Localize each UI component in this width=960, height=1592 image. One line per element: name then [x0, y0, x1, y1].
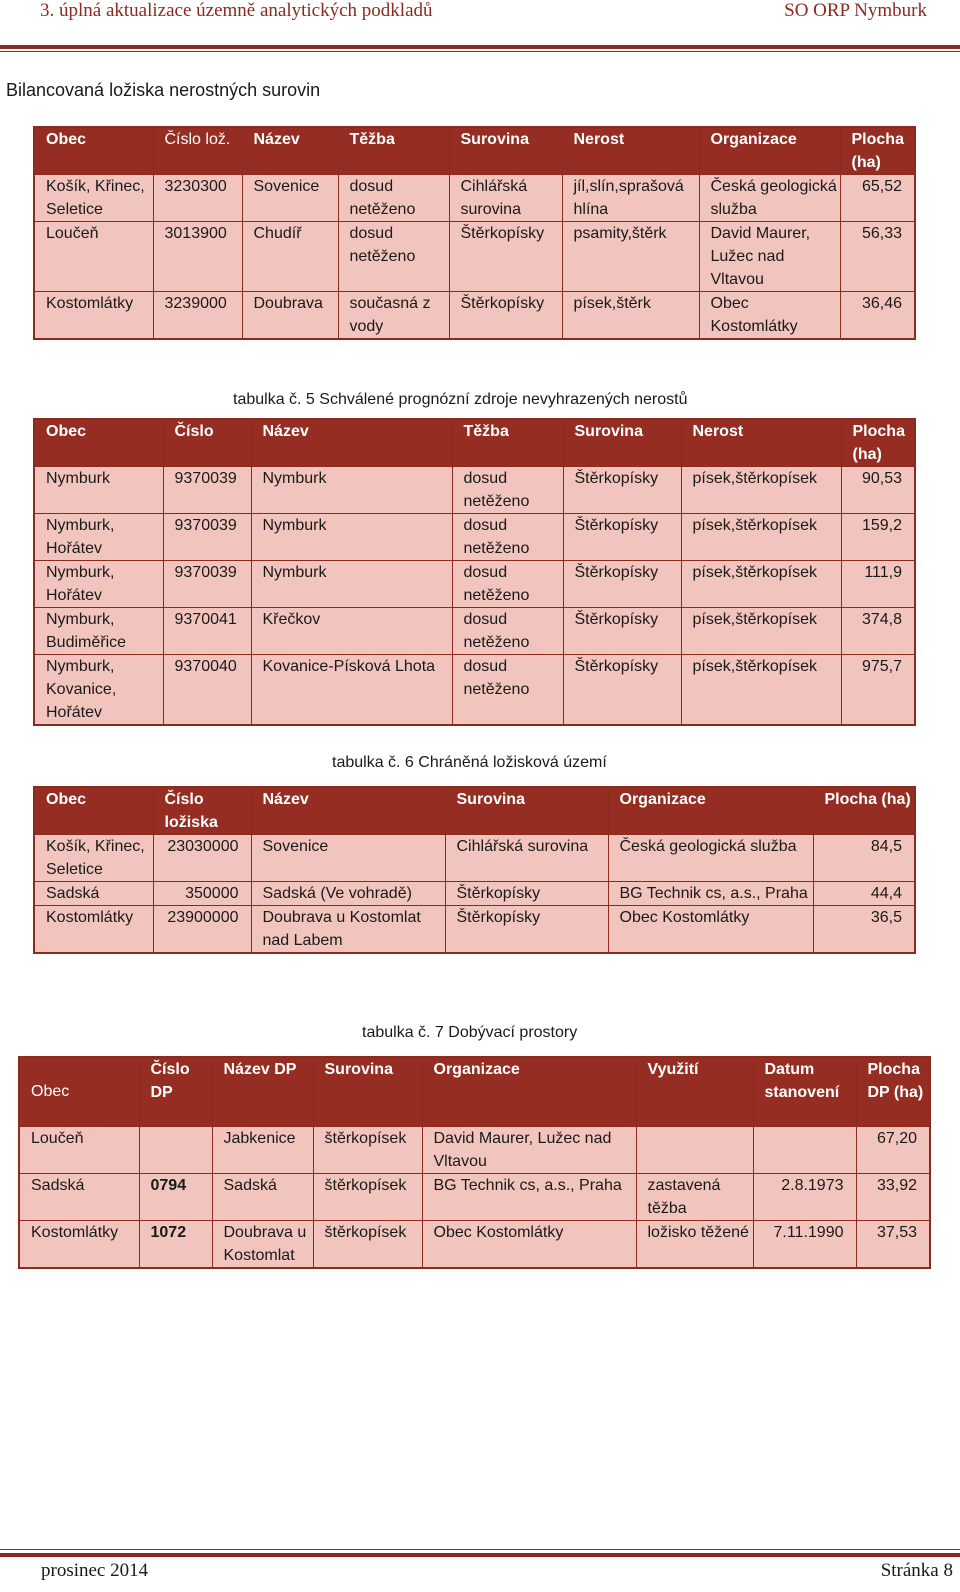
- table-row: [34, 906, 915, 954]
- cell-organizace: BG Technik cs, a.s., Praha: [422, 1173, 636, 1220]
- cell-cislo: 350000: [153, 882, 251, 906]
- cell-cislo-dp: 1072: [139, 1220, 212, 1268]
- table-row: [19, 1220, 930, 1268]
- table-row: [19, 1126, 930, 1173]
- cell-obec: Nymburk, Hořátev: [34, 561, 163, 608]
- table-caption-5: tabulka č. 5 Schválené prognózní zdroje nevyhrazených nerostů: [233, 391, 688, 408]
- cell-cislo-dp: [139, 1126, 212, 1173]
- cell-surovina: Cihlářská surovina: [449, 175, 562, 222]
- cell-obec: Kostomlátky: [19, 1220, 139, 1268]
- col-tezba: Těžba: [338, 127, 449, 175]
- cell-nazev-dp: Doubrava u Kostomlat: [212, 1220, 313, 1268]
- deposits-table: [33, 126, 916, 340]
- cell-surovina: Štěrkopísky: [449, 292, 562, 340]
- cell-tezba: současná z vody: [338, 292, 449, 340]
- header-title: 3. úplná aktualizace územně analytických podkladů: [40, 0, 433, 21]
- table-row: [34, 608, 915, 655]
- cell-tezba: dosud netěženo: [338, 222, 449, 292]
- cell-surovina: Štěrkopísky: [445, 882, 608, 906]
- table-row: [34, 514, 915, 561]
- cell-organizace: Obec Kostomlátky: [608, 906, 813, 954]
- cell-vyuziti: ložisko těžené: [636, 1220, 753, 1268]
- footer-rule-thin: [0, 1549, 960, 1550]
- cell-organizace: Obec Kostomlátky: [422, 1220, 636, 1268]
- cell-vyuziti: zastavená těžba: [636, 1173, 753, 1220]
- cell-nerost: písek,štěrk: [562, 292, 699, 340]
- cell-nazev-dp: Sadská: [212, 1173, 313, 1220]
- cell-organizace: David Maurer, Lužec nad Vltavou: [422, 1126, 636, 1173]
- col-vyuziti: Využití: [636, 1057, 753, 1126]
- col-nerost: Nerost: [681, 419, 841, 467]
- cell-nazev: Křečkov: [251, 608, 452, 655]
- table-row: [34, 222, 915, 292]
- cell-cislo: 23900000: [153, 906, 251, 954]
- cell-surovina: Štěrkopísky: [563, 655, 681, 726]
- cell-organizace: Česká geologická služba: [699, 175, 840, 222]
- cell-cislo: 9370039: [163, 467, 251, 514]
- col-surovina: Surovina: [449, 127, 562, 175]
- cell-plocha: 37,53: [856, 1220, 930, 1268]
- cell-nazev: Kovanice-Písková Lhota: [251, 655, 452, 726]
- cell-plocha: 33,92: [856, 1173, 930, 1220]
- cell-plocha: 111,9: [841, 561, 915, 608]
- cell-vyuziti: [636, 1126, 753, 1173]
- col-tezba: Těžba: [452, 419, 563, 467]
- cell-tezba: dosud netěženo: [452, 514, 563, 561]
- cell-obec: Loučeň: [19, 1126, 139, 1173]
- cell-obec: Nymburk, Kovanice, Hořátev: [34, 655, 163, 726]
- col-obec: Obec: [34, 127, 153, 175]
- cell-surovina: Štěrkopísky: [445, 906, 608, 954]
- cell-organizace: Obec Kostomlátky: [699, 292, 840, 340]
- table-caption-7: tabulka č. 7 Dobývací prostory: [362, 1024, 578, 1041]
- table-header-row: [19, 1057, 930, 1126]
- cell-surovina: štěrkopísek: [313, 1173, 422, 1220]
- col-obec: Obec: [34, 419, 163, 467]
- cell-nazev: Sovenice: [242, 175, 338, 222]
- cell-obec: Kostomlátky: [34, 292, 153, 340]
- cell-plocha: 84,5: [813, 835, 915, 882]
- cell-obec: Nymburk, Hořátev: [34, 514, 163, 561]
- cell-cislo: 3230300: [153, 175, 242, 222]
- col-cislo: Číslo: [163, 419, 251, 467]
- cell-nazev: Nymburk: [251, 467, 452, 514]
- col-obec: Obec: [34, 787, 153, 835]
- header-rule: [0, 45, 960, 49]
- col-plocha: Plocha (ha): [840, 127, 915, 175]
- table-row: [34, 835, 915, 882]
- col-organizace: Organizace: [422, 1057, 636, 1126]
- table-row: [34, 175, 915, 222]
- cell-surovina: Štěrkopísky: [449, 222, 562, 292]
- header-org: SO ORP Nymburk: [784, 0, 927, 21]
- col-obec: Obec: [19, 1057, 139, 1126]
- cell-nazev: Nymburk: [251, 514, 452, 561]
- cell-surovina: Štěrkopísky: [563, 608, 681, 655]
- table-row: [34, 292, 915, 340]
- protected-table: [33, 786, 916, 954]
- footer-date: prosinec 2014: [41, 1560, 149, 1581]
- col-cislo: Číslo lož.: [153, 127, 242, 175]
- col-surovina: Surovina: [313, 1057, 422, 1126]
- col-nazev: Název: [251, 787, 445, 835]
- cell-cislo: 3013900: [153, 222, 242, 292]
- cell-organizace: BG Technik cs, a.s., Praha: [608, 882, 813, 906]
- cell-plocha: 159,2: [841, 514, 915, 561]
- cell-surovina: Štěrkopísky: [563, 514, 681, 561]
- cell-tezba: dosud netěženo: [452, 608, 563, 655]
- cell-cislo: 9370040: [163, 655, 251, 726]
- mining-areas-table: [18, 1056, 931, 1269]
- cell-nazev: Doubrava: [242, 292, 338, 340]
- table-header-row: [34, 127, 915, 175]
- cell-obec: Košík, Křinec, Seletice: [34, 835, 153, 882]
- section-heading: Bilancovaná ložiska nerostných surovin: [6, 80, 321, 100]
- cell-plocha: 44,4: [813, 882, 915, 906]
- col-plocha: Plocha (ha): [813, 787, 915, 835]
- cell-nazev: Chudíř: [242, 222, 338, 292]
- col-nazev: Název: [242, 127, 338, 175]
- col-organizace: Organizace: [699, 127, 840, 175]
- col-plocha: Plocha DP (ha): [856, 1057, 930, 1126]
- col-surovina: Surovina: [445, 787, 608, 835]
- cell-obec: Kostomlátky: [34, 906, 153, 954]
- col-cislo-dp: Číslo DP: [139, 1057, 212, 1126]
- cell-nerost: písek,štěrkopísek: [681, 467, 841, 514]
- table-header-row: [34, 419, 915, 467]
- cell-surovina: Cihlářská surovina: [445, 835, 608, 882]
- cell-cislo: 9370041: [163, 608, 251, 655]
- cell-nerost: písek,štěrkopísek: [681, 514, 841, 561]
- cell-tezba: dosud netěženo: [452, 561, 563, 608]
- cell-obec: Nymburk: [34, 467, 163, 514]
- table-row: [19, 1173, 930, 1220]
- cell-plocha: 36,5: [813, 906, 915, 954]
- cell-surovina: Štěrkopísky: [563, 561, 681, 608]
- cell-obec: Loučeň: [34, 222, 153, 292]
- cell-obec: Sadská: [19, 1173, 139, 1220]
- cell-cislo: 9370039: [163, 514, 251, 561]
- cell-cislo: 9370039: [163, 561, 251, 608]
- cell-obec: Košík, Křinec, Seletice: [34, 175, 153, 222]
- footer-rule: [0, 1553, 960, 1557]
- cell-nerost: písek,štěrkopísek: [681, 608, 841, 655]
- table-caption-6: tabulka č. 6 Chráněná ložisková území: [332, 754, 607, 771]
- table-row: [34, 561, 915, 608]
- cell-plocha: 56,33: [840, 222, 915, 292]
- cell-datum: [753, 1126, 856, 1173]
- cell-organizace: Česká geologická služba: [608, 835, 813, 882]
- cell-tezba: dosud netěženo: [338, 175, 449, 222]
- cell-organizace: David Maurer, Lužec nad Vltavou: [699, 222, 840, 292]
- col-surovina: Surovina: [563, 419, 681, 467]
- cell-plocha: 65,52: [840, 175, 915, 222]
- cell-nerost: písek,štěrkopísek: [681, 655, 841, 726]
- cell-obec: Sadská: [34, 882, 153, 906]
- cell-cislo: 3239000: [153, 292, 242, 340]
- cell-cislo: 23030000: [153, 835, 251, 882]
- cell-datum: 2.8.1973: [753, 1173, 856, 1220]
- table-row: [34, 467, 915, 514]
- cell-nazev: Sovenice: [251, 835, 445, 882]
- col-datum: Datum stanovení: [753, 1057, 856, 1126]
- col-nerost: Nerost: [562, 127, 699, 175]
- cell-surovina: Štěrkopísky: [563, 467, 681, 514]
- cell-datum: 7.11.1990: [753, 1220, 856, 1268]
- cell-surovina: štěrkopísek: [313, 1220, 422, 1268]
- cell-nerost: psamity,štěrk: [562, 222, 699, 292]
- page-number: Stránka 8: [880, 1560, 953, 1581]
- cell-tezba: dosud netěženo: [452, 467, 563, 514]
- col-cislo: Číslo ložiska: [153, 787, 251, 835]
- table-row: [34, 882, 915, 906]
- col-organizace: Organizace: [608, 787, 813, 835]
- cell-plocha: 374,8: [841, 608, 915, 655]
- cell-cislo-dp: 0794: [139, 1173, 212, 1220]
- cell-surovina: štěrkopísek: [313, 1126, 422, 1173]
- cell-obec: Nymburk, Budiměřice: [34, 608, 163, 655]
- header-rule-thin: [0, 51, 960, 52]
- table-row: [34, 655, 915, 726]
- cell-nerost: písek,štěrkopísek: [681, 561, 841, 608]
- prognosis-table: [33, 418, 916, 726]
- cell-nazev-dp: Jabkenice: [212, 1126, 313, 1173]
- col-nazev: Název: [251, 419, 452, 467]
- cell-nazev: Doubrava u Kostomlat nad Labem: [251, 906, 445, 954]
- cell-nazev: Nymburk: [251, 561, 452, 608]
- cell-nazev: Sadská (Ve vohradě): [251, 882, 445, 906]
- page-header: [0, 0, 960, 28]
- cell-plocha: 67,20: [856, 1126, 930, 1173]
- col-plocha: Plocha (ha): [841, 419, 915, 467]
- col-nazev-dp: Název DP: [212, 1057, 313, 1126]
- table-header-row: [34, 787, 915, 835]
- cell-nerost: jíl,slín,sprašová hlína: [562, 175, 699, 222]
- cell-plocha: 90,53: [841, 467, 915, 514]
- cell-plocha: 975,7: [841, 655, 915, 726]
- cell-plocha: 36,46: [840, 292, 915, 340]
- cell-tezba: dosud netěženo: [452, 655, 563, 726]
